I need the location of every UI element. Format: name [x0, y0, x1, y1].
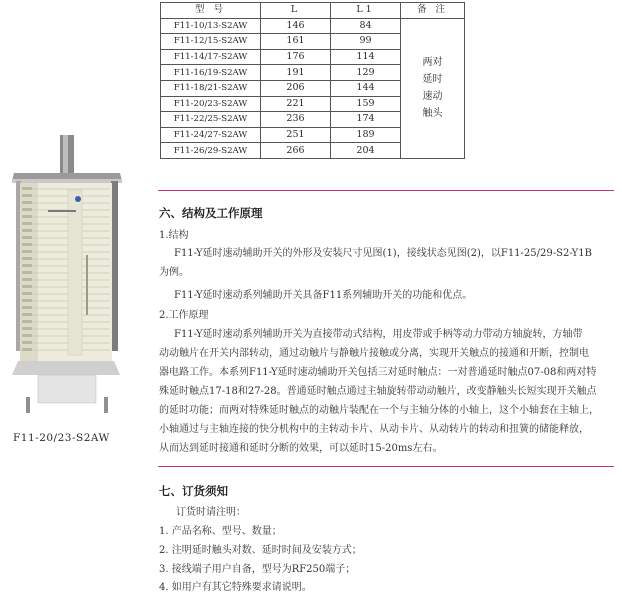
right-bracket	[111, 181, 118, 351]
table-row	[161, 18, 465, 34]
cell-l1: 204	[331, 143, 401, 159]
principle-line-2: 动动触片在开关内部转动，通过动触片与静触片接触或分离，实现开关触点的接通和开断，控制电	[159, 348, 589, 359]
cell-model: F11-26/29-S2AW	[161, 143, 261, 159]
cell-remark	[401, 18, 465, 158]
section-title-7: 七、订货须知	[159, 484, 228, 498]
cell-l: 266	[261, 143, 331, 159]
cell-model: F11-12/15-S2AW	[161, 34, 261, 50]
order-intro: 订货时请注明：	[176, 507, 246, 518]
table-body	[161, 18, 465, 158]
cell-l1: 114	[331, 49, 401, 65]
subsection-principle: 2.工作原理	[159, 310, 209, 321]
cell-model: F11-22/25-S2AW	[161, 112, 261, 128]
section-divider-6	[158, 190, 614, 191]
principle-line-7: 从而达到延时接通和延时分断的效果，可以延时15-20ms左右。	[159, 443, 443, 454]
remark-line: 触头	[422, 108, 443, 120]
cell-l1: 144	[331, 80, 401, 96]
order-item-2: 2. 注明延时触头对数、延时时间及安装方式；	[159, 545, 362, 556]
structure-line-1: F11-Y延时速动辅助开关的外形及安装尺寸见图(1)，接线状态见图(2)，以F11-25/29-S2-Y1B	[174, 248, 592, 259]
principle-line-5: 的延时功能；而两对特殊延时触点的动触片装配在一个与主轴分体的小轴上，这个小轴套在主轴上，	[159, 405, 599, 416]
remark-line: 延时	[422, 74, 443, 86]
principle-line-3: 器电路工作。本系列F11-Y延时速动辅助开关包括三对延时触点：一对普通延时触点07-08和两对特	[159, 367, 597, 378]
header-l1: L1	[331, 3, 401, 19]
cell-l1: 189	[331, 127, 401, 143]
structure-line-2: 为例。	[159, 267, 189, 278]
product-image	[8, 135, 126, 417]
cell-l1: 129	[331, 65, 401, 81]
cell-l: 206	[261, 80, 331, 96]
cell-model: F11-20/23-S2AW	[161, 96, 261, 112]
order-item-3: 3. 接线端子用户自备，型号为RF250端子；	[159, 564, 356, 575]
section-title-6: 六、结构及工作原理	[159, 206, 263, 220]
spec-table	[160, 2, 465, 159]
cell-l1: 99	[331, 34, 401, 50]
features-line: F11-Y延时速动系列辅助开关具备F11系列辅助开关的功能和优点。	[174, 290, 473, 301]
principle-line-4: 殊延时触点17-18和27-28。普通延时触点通过主轴旋转带动动触片，改变静触头长短实现开关触点	[159, 386, 597, 397]
cell-model: F11-14/17-S2AW	[161, 49, 261, 65]
principle-line-1: F11-Y延时速动系列辅助开关为直接带动式结构，用皮带或手柄等动力带动方轴旋转，方轴带	[174, 329, 583, 340]
header-model: 型 号	[161, 3, 261, 19]
cell-l: 146	[261, 18, 331, 34]
cell-l: 236	[261, 112, 331, 128]
order-item-4: 4. 如用户有其它特殊要求请说明。	[159, 582, 312, 593]
cell-model: F11-10/13-S2AW	[161, 18, 261, 34]
cell-model: F11-16/19-S2AW	[161, 65, 261, 81]
section-divider-7	[158, 466, 614, 467]
subsection-structure: 1.结构	[159, 230, 189, 241]
cell-l: 176	[261, 49, 331, 65]
remark-line: 两对	[422, 57, 443, 69]
bottom-plate	[12, 361, 120, 375]
cell-model: F11-24/27-S2AW	[161, 127, 261, 143]
remark-line: 速动	[422, 91, 443, 103]
brand-logo-icon	[75, 196, 81, 202]
cell-l1: 84	[331, 18, 401, 34]
order-item-1: 1. 产品名称、型号、数量；	[159, 526, 282, 537]
table-header-row	[161, 3, 465, 19]
cell-l: 251	[261, 127, 331, 143]
principle-line-6: 小轴通过与主轴连接的快分机构中的主转动卡片、从动卡片、从动转片的转动和扭簧的储能释放，	[159, 424, 589, 435]
cell-l: 191	[261, 65, 331, 81]
header-l: L	[261, 3, 331, 19]
header-remark: 备 注	[401, 3, 465, 19]
cell-model: F11-18/21-S2AW	[161, 80, 261, 96]
cell-l1: 159	[331, 96, 401, 112]
cell-l: 221	[261, 96, 331, 112]
product-caption: F11-20/23-S2AW	[13, 432, 110, 444]
cell-l1: 174	[331, 112, 401, 128]
cell-l: 161	[261, 34, 331, 50]
